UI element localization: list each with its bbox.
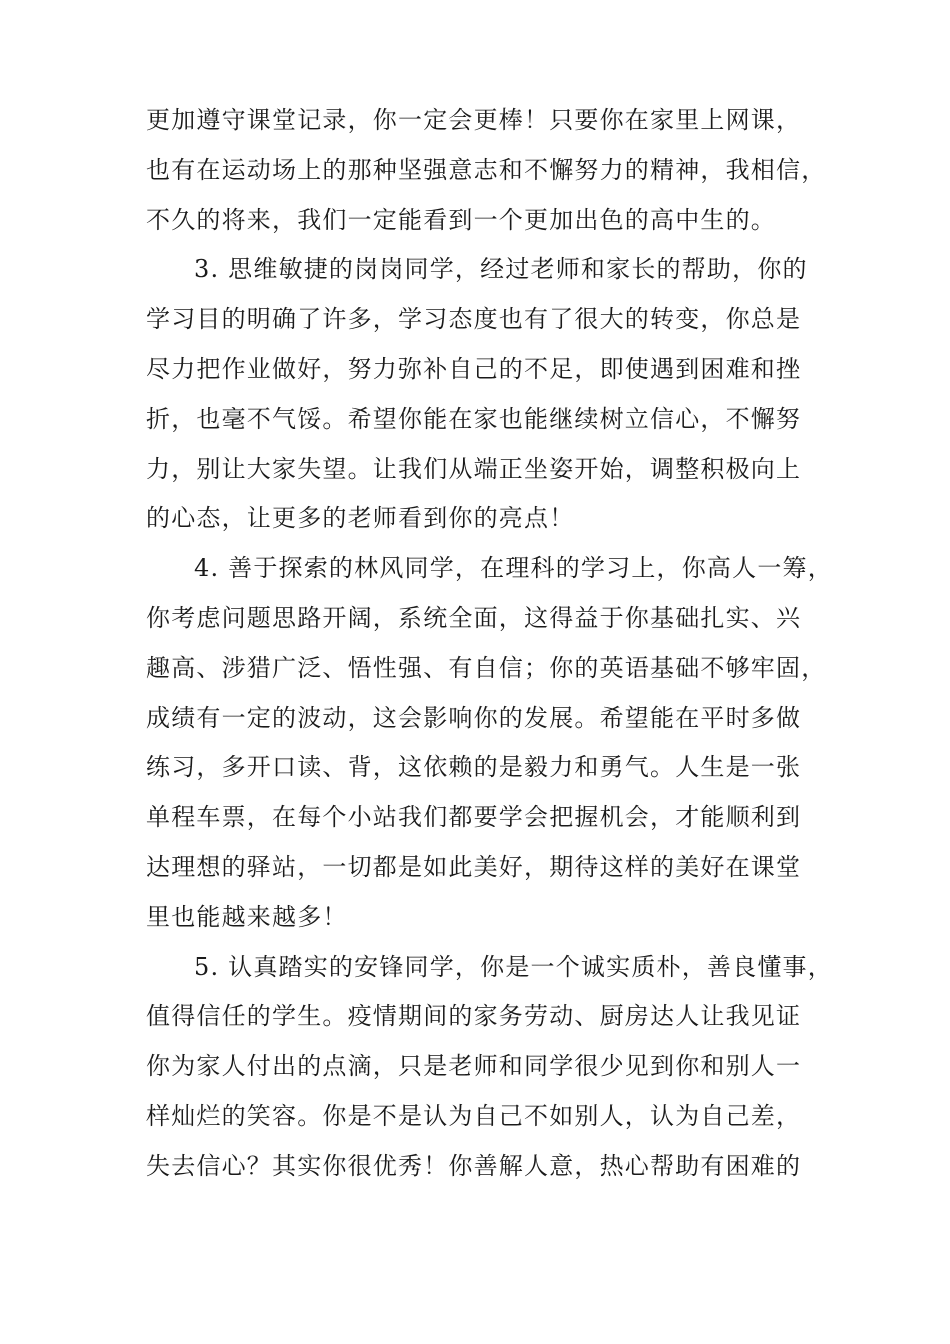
text-line: 也有在运动场上的那种坚强意志和不懈努力的精神，我相信， xyxy=(146,155,827,184)
paragraph-4-start: 4. 善于探索的林风同学，在理科的学习上，你高人一筹， xyxy=(194,554,833,583)
paragraph-3-start: 3. 思维敏捷的岗岗同学，经过老师和家长的帮助，你的 xyxy=(194,255,808,284)
text-line: 的心态，让更多的老师看到你的亮点！ xyxy=(146,504,575,533)
text-line: 折，也毫不气馁。希望你能在家也能继续树立信心，不懈努 xyxy=(146,404,802,433)
text-line: 你为家人付出的点滴，只是老师和同学很少见到你和别人一 xyxy=(146,1052,802,1081)
paragraph-5-start: 5. 认真踏实的安锋同学，你是一个诚实质朴，善良懂事， xyxy=(194,952,833,981)
text-line: 成绩有一定的波动，这会影响你的发展。希望能在平时多做 xyxy=(146,703,802,732)
text-line: 不久的将来，我们一定能看到一个更加出色的高中生的。 xyxy=(146,205,776,234)
text-line: 力，别让大家失望。让我们从端正坐姿开始，调整积极向上 xyxy=(146,454,802,483)
text-line: 练习，多开口读、背，这依赖的是毅力和勇气。人生是一张 xyxy=(146,753,802,782)
text-line: 里也能越来越多！ xyxy=(146,902,348,931)
text-line: 尽力把作业做好，努力弥补自己的不足，即使遇到困难和挫 xyxy=(146,354,802,383)
text-line: 单程车票，在每个小站我们都要学会把握机会，才能顺利到 xyxy=(146,803,802,832)
text-line: 更加遵守课堂记录，你一定会更棒！只要你在家里上网课， xyxy=(146,106,802,134)
document-body xyxy=(146,96,833,1192)
text-line: 你考虑问题思路开阔，系统全面，这得益于你基础扎实、兴 xyxy=(146,603,802,632)
text-line: 学习目的明确了许多，学习态度也有了很大的转变，你总是 xyxy=(146,305,802,334)
text-line: 样灿烂的笑容。你是不是认为自己不如别人，认为自己差， xyxy=(146,1101,802,1130)
text-line: 趣高、涉猎广泛、悟性强、有自信；你的英语基础不够牢固， xyxy=(146,653,827,682)
text-line: 值得信任的学生。疫情期间的家务劳动、厨房达人让我见证 xyxy=(146,1002,802,1031)
text-line: 失去信心？其实你很优秀！你善解人意，热心帮助有困难的 xyxy=(146,1151,802,1180)
text-line: 达理想的驿站，一切都是如此美好，期待这样的美好在课堂 xyxy=(146,852,802,881)
